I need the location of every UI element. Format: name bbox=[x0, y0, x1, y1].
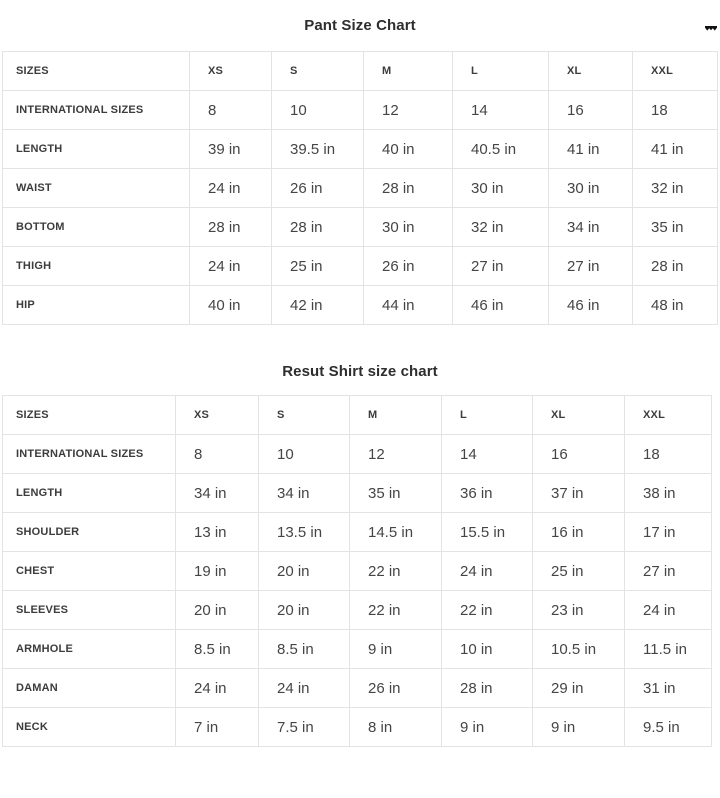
size-header-cell: XXL bbox=[633, 52, 718, 91]
measurement-value-cell: 40.5 in bbox=[453, 130, 549, 169]
row-label-cell: BOTTOM bbox=[3, 208, 190, 247]
row-label-cell: THIGH bbox=[3, 247, 190, 286]
measurement-value-cell: 46 in bbox=[453, 286, 549, 325]
table-row bbox=[3, 286, 718, 325]
row-label-cell: HIP bbox=[3, 286, 190, 325]
measurement-value-cell: 28 in bbox=[442, 669, 533, 708]
measurement-value-cell: 8.5 in bbox=[259, 630, 350, 669]
measurement-value-cell: 10.5 in bbox=[533, 630, 625, 669]
shirt-size-chart-table bbox=[2, 395, 712, 747]
measurement-value-cell: 8.5 in bbox=[176, 630, 259, 669]
measurement-value-cell: 26 in bbox=[272, 169, 364, 208]
cropped-corner-icon bbox=[705, 18, 717, 23]
measurement-value-cell: 40 in bbox=[190, 286, 272, 325]
measurement-value-cell: 16 bbox=[549, 91, 633, 130]
table-row bbox=[3, 247, 718, 286]
row-label-cell: DAMAN bbox=[3, 669, 176, 708]
row-label-cell: SHOULDER bbox=[3, 513, 176, 552]
measurement-value-cell: 28 in bbox=[190, 208, 272, 247]
measurement-value-cell: 14 bbox=[453, 91, 549, 130]
measurement-value-cell: 25 in bbox=[272, 247, 364, 286]
measurement-value-cell: 36 in bbox=[442, 474, 533, 513]
measurement-value-cell: 32 in bbox=[453, 208, 549, 247]
pant-size-chart-table bbox=[2, 51, 718, 325]
measurement-value-cell: 16 in bbox=[533, 513, 625, 552]
size-header-cell: XL bbox=[533, 396, 625, 435]
measurement-value-cell: 9 in bbox=[533, 708, 625, 747]
sizes-header-cell: SIZES bbox=[3, 52, 190, 91]
table-row bbox=[3, 130, 718, 169]
measurement-value-cell: 44 in bbox=[364, 286, 453, 325]
measurement-value-cell: 30 in bbox=[364, 208, 453, 247]
measurement-value-cell: 26 in bbox=[350, 669, 442, 708]
measurement-value-cell: 34 in bbox=[259, 474, 350, 513]
measurement-value-cell: 46 in bbox=[549, 286, 633, 325]
measurement-value-cell: 24 in bbox=[190, 247, 272, 286]
table-row bbox=[3, 435, 712, 474]
row-label-cell: INTERNATIONAL SIZES bbox=[3, 435, 176, 474]
measurement-value-cell: 18 bbox=[633, 91, 718, 130]
measurement-value-cell: 20 in bbox=[259, 552, 350, 591]
measurement-value-cell: 34 in bbox=[176, 474, 259, 513]
table-row bbox=[3, 591, 712, 630]
sizes-header-cell: SIZES bbox=[3, 396, 176, 435]
measurement-value-cell: 28 in bbox=[364, 169, 453, 208]
size-header-cell: L bbox=[453, 52, 549, 91]
measurement-value-cell: 7 in bbox=[176, 708, 259, 747]
table-row bbox=[3, 708, 712, 747]
row-label-cell: INTERNATIONAL SIZES bbox=[3, 91, 190, 130]
size-header-cell: M bbox=[364, 52, 453, 91]
table-row bbox=[3, 513, 712, 552]
measurement-value-cell: 17 in bbox=[625, 513, 712, 552]
row-label-cell: SLEEVES bbox=[3, 591, 176, 630]
measurement-value-cell: 24 in bbox=[442, 552, 533, 591]
table-row bbox=[3, 630, 712, 669]
table-row bbox=[3, 669, 712, 708]
table-row bbox=[3, 552, 712, 591]
measurement-value-cell: 35 in bbox=[633, 208, 718, 247]
size-header-cell: M bbox=[350, 396, 442, 435]
measurement-value-cell: 27 in bbox=[453, 247, 549, 286]
measurement-value-cell: 41 in bbox=[549, 130, 633, 169]
shirt-size-chart-section bbox=[0, 364, 720, 747]
measurement-value-cell: 9 in bbox=[442, 708, 533, 747]
measurement-value-cell: 7.5 in bbox=[259, 708, 350, 747]
size-header-cell: XL bbox=[549, 52, 633, 91]
measurement-value-cell: 20 in bbox=[176, 591, 259, 630]
table-row bbox=[3, 208, 718, 247]
table-row bbox=[3, 474, 712, 513]
measurement-value-cell: 16 bbox=[533, 435, 625, 474]
measurement-value-cell: 24 in bbox=[190, 169, 272, 208]
measurement-value-cell: 35 in bbox=[350, 474, 442, 513]
size-header-cell: S bbox=[259, 396, 350, 435]
measurement-value-cell: 9 in bbox=[350, 630, 442, 669]
measurement-value-cell: 19 in bbox=[176, 552, 259, 591]
row-label-cell: WAIST bbox=[3, 169, 190, 208]
shirt-size-chart-title: Resut Shirt size chart bbox=[282, 363, 438, 380]
measurement-value-cell: 23 in bbox=[533, 591, 625, 630]
measurement-value-cell: 27 in bbox=[625, 552, 712, 591]
measurement-value-cell: 10 in bbox=[442, 630, 533, 669]
measurement-value-cell: 10 bbox=[272, 91, 364, 130]
measurement-value-cell: 39 in bbox=[190, 130, 272, 169]
row-label-cell: LENGTH bbox=[3, 474, 176, 513]
row-label-cell: LENGTH bbox=[3, 130, 190, 169]
measurement-value-cell: 9.5 in bbox=[625, 708, 712, 747]
measurement-value-cell: 12 bbox=[350, 435, 442, 474]
measurement-value-cell: 20 in bbox=[259, 591, 350, 630]
header-row bbox=[3, 52, 718, 91]
measurement-value-cell: 14.5 in bbox=[350, 513, 442, 552]
measurement-value-cell: 28 in bbox=[272, 208, 364, 247]
measurement-value-cell: 38 in bbox=[625, 474, 712, 513]
measurement-value-cell: 40 in bbox=[364, 130, 453, 169]
measurement-value-cell: 24 in bbox=[625, 591, 712, 630]
size-header-cell: XXL bbox=[625, 396, 712, 435]
measurement-value-cell: 48 in bbox=[633, 286, 718, 325]
measurement-value-cell: 11.5 in bbox=[625, 630, 712, 669]
header-row bbox=[3, 396, 712, 435]
measurement-value-cell: 28 in bbox=[633, 247, 718, 286]
pant-size-chart-section bbox=[0, 18, 720, 325]
size-header-cell: L bbox=[442, 396, 533, 435]
measurement-value-cell: 8 bbox=[190, 91, 272, 130]
measurement-value-cell: 10 bbox=[259, 435, 350, 474]
measurement-value-cell: 22 in bbox=[442, 591, 533, 630]
measurement-value-cell: 14 bbox=[442, 435, 533, 474]
measurement-value-cell: 39.5 in bbox=[272, 130, 364, 169]
measurement-value-cell: 30 in bbox=[453, 169, 549, 208]
measurement-value-cell: 26 in bbox=[364, 247, 453, 286]
pant-size-chart-title: Pant Size Chart bbox=[304, 17, 416, 34]
size-header-cell: XS bbox=[176, 396, 259, 435]
measurement-value-cell: 31 in bbox=[625, 669, 712, 708]
measurement-value-cell: 24 in bbox=[176, 669, 259, 708]
table-row bbox=[3, 91, 718, 130]
measurement-value-cell: 34 in bbox=[549, 208, 633, 247]
measurement-value-cell: 13.5 in bbox=[259, 513, 350, 552]
measurement-value-cell: 8 bbox=[176, 435, 259, 474]
measurement-value-cell: 18 bbox=[625, 435, 712, 474]
row-label-cell: CHEST bbox=[3, 552, 176, 591]
measurement-value-cell: 37 in bbox=[533, 474, 625, 513]
table-row bbox=[3, 169, 718, 208]
row-label-cell: ARMHOLE bbox=[3, 630, 176, 669]
size-header-cell: XS bbox=[190, 52, 272, 91]
measurement-value-cell: 22 in bbox=[350, 552, 442, 591]
measurement-value-cell: 13 in bbox=[176, 513, 259, 552]
measurement-value-cell: 22 in bbox=[350, 591, 442, 630]
measurement-value-cell: 41 in bbox=[633, 130, 718, 169]
measurement-value-cell: 8 in bbox=[350, 708, 442, 747]
measurement-value-cell: 24 in bbox=[259, 669, 350, 708]
size-header-cell: S bbox=[272, 52, 364, 91]
row-label-cell: NECK bbox=[3, 708, 176, 747]
measurement-value-cell: 15.5 in bbox=[442, 513, 533, 552]
measurement-value-cell: 30 in bbox=[549, 169, 633, 208]
measurement-value-cell: 27 in bbox=[549, 247, 633, 286]
measurement-value-cell: 29 in bbox=[533, 669, 625, 708]
measurement-value-cell: 12 bbox=[364, 91, 453, 130]
measurement-value-cell: 42 in bbox=[272, 286, 364, 325]
measurement-value-cell: 32 in bbox=[633, 169, 718, 208]
measurement-value-cell: 25 in bbox=[533, 552, 625, 591]
